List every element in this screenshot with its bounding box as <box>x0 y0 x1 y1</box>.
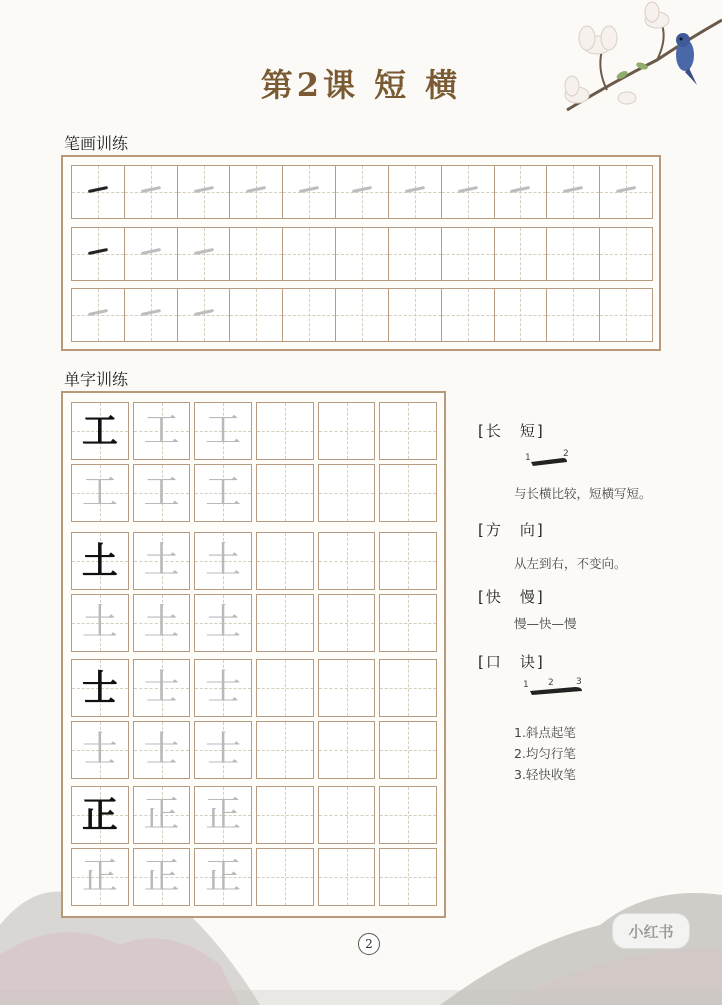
stroke-cell <box>495 166 548 218</box>
trace-character: 土 <box>205 540 242 581</box>
rhyme-item: 3.轻快收笔 <box>514 767 576 782</box>
short-horizontal-stroke-trace <box>193 248 213 255</box>
short-horizontal-stroke-trace <box>141 186 161 193</box>
character-group <box>71 659 437 781</box>
stroke-practice-grid <box>61 155 661 351</box>
trace-character: 土 <box>205 602 242 643</box>
character-cell <box>318 464 376 522</box>
character-cell <box>133 848 191 906</box>
short-horizontal-stroke-trace <box>352 186 372 193</box>
character-cell <box>256 594 314 652</box>
direction-heading: [方 向] <box>478 521 545 539</box>
short-horizontal-stroke-trace <box>458 186 478 193</box>
character-cell <box>71 594 129 652</box>
character-cell <box>133 402 191 460</box>
stroke-cell <box>600 228 652 280</box>
character-group <box>71 532 437 654</box>
stroke-cell <box>547 228 600 280</box>
character-cell <box>256 402 314 460</box>
trace-character: 士 <box>205 667 242 708</box>
character-row <box>71 659 437 717</box>
character-practice-grid <box>61 391 446 918</box>
trace-character: 士 <box>143 667 180 708</box>
stroke-cell <box>336 289 389 341</box>
short-horizontal-stroke-trace <box>88 309 108 316</box>
stroke-cell <box>389 228 442 280</box>
trace-character: 士 <box>143 729 180 770</box>
stroke-cell <box>336 228 389 280</box>
stroke-cell <box>389 166 442 218</box>
stroke-cell <box>283 166 336 218</box>
speed-text: 慢—快—慢 <box>514 616 577 631</box>
stroke-row <box>71 165 653 219</box>
stroke-cell <box>125 166 178 218</box>
model-character: 士 <box>81 667 118 709</box>
character-row <box>71 721 437 779</box>
character-cell <box>379 659 437 717</box>
character-cell <box>71 402 129 460</box>
character-cell <box>256 786 314 844</box>
stroke-cell <box>389 289 442 341</box>
stroke-cell <box>495 228 548 280</box>
speed-heading: [快 慢] <box>478 588 545 606</box>
stroke-cell <box>547 166 600 218</box>
short-horizontal-stroke-trace <box>510 186 530 193</box>
short-horizontal-stroke-trace <box>246 186 266 193</box>
trace-character: 土 <box>81 602 118 643</box>
short-horizontal-stroke-trace <box>141 309 161 316</box>
length-number: 2 <box>563 449 569 459</box>
model-character: 正 <box>81 794 118 836</box>
trace-character: 土 <box>143 540 180 581</box>
length-heading: [长 短] <box>478 422 545 440</box>
length-number: 1 <box>525 453 531 463</box>
short-horizontal-stroke-example <box>88 248 108 255</box>
character-cell <box>71 721 129 779</box>
character-row <box>71 786 437 844</box>
short-horizontal-stroke-trace <box>141 248 161 255</box>
character-cell <box>71 848 129 906</box>
character-cell <box>379 721 437 779</box>
character-cell <box>379 532 437 590</box>
character-cell <box>318 402 376 460</box>
character-cell <box>318 594 376 652</box>
character-cell <box>133 532 191 590</box>
model-character: 工 <box>81 410 118 452</box>
stroke-cell <box>495 289 548 341</box>
short-horizontal-stroke-trace <box>405 186 425 193</box>
rhyme-item: 1.斜点起笔 <box>514 725 576 740</box>
character-cell <box>133 721 191 779</box>
character-cell <box>379 464 437 522</box>
trace-character: 工 <box>205 472 242 513</box>
character-cell <box>318 848 376 906</box>
short-horizontal-stroke-trace <box>299 186 319 193</box>
stroke-cell <box>178 228 231 280</box>
short-horizontal-stroke-example <box>88 186 108 193</box>
trace-character: 正 <box>205 794 242 835</box>
character-cell <box>133 659 191 717</box>
short-horizontal-stroke-trace <box>193 186 213 193</box>
stroke-cell <box>547 289 600 341</box>
rhyme-heading: [口 诀] <box>478 653 545 671</box>
stroke-cell <box>442 289 495 341</box>
watermark-logo: 小红书 <box>612 913 690 949</box>
stroke-cell <box>283 228 336 280</box>
character-cell <box>71 659 129 717</box>
trace-character: 士 <box>81 729 118 770</box>
stroke-cell <box>230 228 283 280</box>
rhyme-number: 1 <box>523 680 529 690</box>
stroke-cell <box>442 166 495 218</box>
short-horizontal-stroke-trace <box>193 309 213 316</box>
character-cell <box>194 659 252 717</box>
character-row <box>71 464 437 522</box>
length-text: 与长横比较，短横写短。 <box>514 486 652 501</box>
character-cell <box>379 848 437 906</box>
rhyme-number: 3 <box>576 677 582 687</box>
character-cell <box>194 464 252 522</box>
character-cell <box>194 402 252 460</box>
character-cell <box>71 786 129 844</box>
trace-character: 正 <box>143 794 180 835</box>
character-row <box>71 594 437 652</box>
stroke-row <box>71 227 653 281</box>
character-cell <box>379 594 437 652</box>
character-cell <box>194 848 252 906</box>
stroke-cell <box>230 166 283 218</box>
character-cell <box>256 532 314 590</box>
character-cell <box>318 786 376 844</box>
stroke-cell <box>178 289 231 341</box>
character-practice-label: 单字训练 <box>64 370 129 389</box>
character-cell <box>379 402 437 460</box>
stroke-cell <box>336 166 389 218</box>
stroke-cell <box>178 166 231 218</box>
page-number: 2 <box>358 933 380 955</box>
character-cell <box>256 721 314 779</box>
direction-text: 从左到右，不变向。 <box>514 556 627 571</box>
trace-character: 工 <box>205 410 242 451</box>
character-row <box>71 532 437 590</box>
stroke-cell <box>600 289 652 341</box>
stroke-cell <box>125 289 178 341</box>
character-cell <box>194 721 252 779</box>
stroke-cell <box>230 289 283 341</box>
trace-character: 工 <box>81 472 118 513</box>
character-cell <box>318 659 376 717</box>
stroke-cell <box>72 166 125 218</box>
character-cell <box>256 659 314 717</box>
character-cell <box>71 532 129 590</box>
stroke-cell <box>72 289 125 341</box>
character-cell <box>256 848 314 906</box>
stroke-steps-diagram <box>520 676 590 698</box>
character-cell <box>133 786 191 844</box>
stroke-cell <box>283 289 336 341</box>
character-group <box>71 402 437 524</box>
stroke-cell <box>600 166 652 218</box>
stroke-row <box>71 288 653 342</box>
trace-character: 正 <box>205 856 242 897</box>
trace-character: 士 <box>205 729 242 770</box>
character-cell <box>71 464 129 522</box>
character-cell <box>133 464 191 522</box>
lesson-title: 第2课 短 横 <box>260 66 462 104</box>
stroke-practice-label: 笔画训练 <box>64 134 129 153</box>
character-cell <box>379 786 437 844</box>
trace-character: 工 <box>143 410 180 451</box>
character-row <box>71 402 437 460</box>
stroke-cell <box>125 228 178 280</box>
model-character: 土 <box>81 540 118 582</box>
character-cell <box>194 532 252 590</box>
character-cell <box>318 721 376 779</box>
character-cell <box>194 594 252 652</box>
character-row <box>71 848 437 906</box>
character-cell <box>256 464 314 522</box>
trace-character: 正 <box>143 856 180 897</box>
character-group <box>71 786 437 908</box>
trace-character: 工 <box>143 472 180 513</box>
stroke-cell <box>442 228 495 280</box>
rhyme-item: 2.均匀行笔 <box>514 746 576 761</box>
stroke-cell <box>72 228 125 280</box>
character-cell <box>133 594 191 652</box>
character-cell <box>194 786 252 844</box>
trace-character: 土 <box>143 602 180 643</box>
short-horizontal-stroke-trace <box>563 186 583 193</box>
trace-character: 正 <box>81 856 118 897</box>
short-stroke-diagram <box>523 448 573 470</box>
rhyme-number: 2 <box>548 678 554 688</box>
short-horizontal-stroke-trace <box>616 186 636 193</box>
character-cell <box>318 532 376 590</box>
